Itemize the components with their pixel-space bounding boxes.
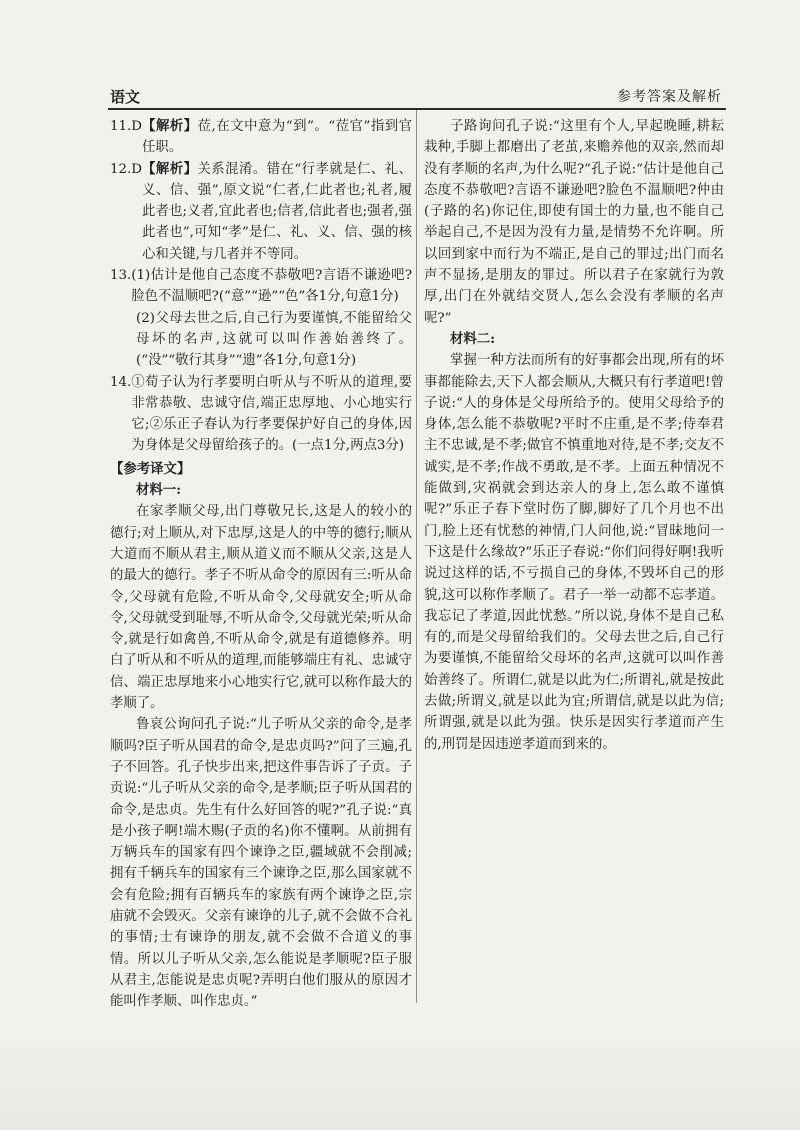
- answer-number: 11.D: [110, 119, 143, 134]
- answer-part-1: (1)估计是他自己态度不恭敬吧?言语不谦逊吧?脸色不温顺吧?(“意”“逊”“色”各1分,句意1分): [131, 268, 412, 305]
- answer-14: [110, 372, 412, 457]
- analysis-tag: 【解析】: [142, 118, 198, 134]
- material2-paragraph: 掌握一种方法而所有的好事都会出现,所有的坏事都能除去,天下人都会顺从,大概只有行孝道吧!曾子说:“人的身体是父母所给予的。使用父母给予的身体,怎么能不恭敬呢?平时不庄重,是不孝;侍奉君主不忠诚,是不孝;做官不慎重地对待,是不孝;交友不诚实,是不孝;作战不勇敢,是不孝。上面五种情况不能做到,灾祸就会到达亲人的身上,怎么敢不谨慎呢?”乐正子春下堂时伤了脚,脚好了几个月也不出门,脸上还有忧愁的神情,门人问他,说:“冒昧地问一下这是什么缘故?”乐正子春说:“你们问得好啊!我听说过这样的话,不亏损自己的身体,不毁坏自己的形貌,这可以称作孝顺了。君子一举一动都不忘孝道。我忘记了孝道,因此忧愁。”所以说,身体不是自己私有的,而是父母留给我们的。父母去世之后,自己行为要谨慎,不能留给父母坏的名声,这就可以叫作善始善终了。所谓仁,就是以此为仁;所谓礼,就是按此去做;所谓义,就是以此为宜;所谓信,就是以此为信;所谓强,就是以此为强。快乐是因实行孝道而产生的,刑罚是因违逆孝道而到来的。: [424, 353, 724, 752]
- material1-paragraph: 子路询问孔子说:“这里有个人,早起晚睡,耕耘栽种,手脚上都磨出了老茧,来赡养他的双亲,然而却没有孝顺的名声,为什么呢?”孔子说:“估计是他自己态度不恭敬吧?言语不谦逊吧?脸色不温顺吧?仲由(子路的名)你记住,即使有国士的力量,也不能自己举起自己,不是因为没有力量,是情势不允许啊。所以回到家中而行为不端正,是自己的罪过;出门而名声不显扬,是朋友的罪过。所以君子在家就行为敦厚,出门在外就结交贤人,怎么会没有孝顺的名声呢?”: [424, 119, 724, 326]
- answer-number: 14.: [110, 374, 132, 390]
- answer-number: 12.D: [110, 161, 143, 177]
- subject-label: 语文: [110, 88, 141, 106]
- answer-text: 莅,在文中意为“到”。“莅官”指到官任职。: [142, 119, 413, 156]
- material1-paragraph: 鲁哀公询问孔子说:“儿子听从父亲的命令,是孝顺吗?臣子听从国君的命令,是忠贞吗?”问了三遍,孔子不回答。孔子快步出来,把这件事告诉了子贡。子贡说:“儿子听从父亲的命令,是孝顺;臣子听从国君的命令,是忠贞。先生有什么好回答的呢?”孔子说:“真是小孩子啊!端木赐(子贡的名)你不懂啊。从前拥有万辆兵车的国家有四个谏诤之臣,疆域就不会削减;拥有千辆兵车的国家有三个谏诤之臣,那么国家就不会有危险;拥有百辆兵车的家族有两个谏诤之臣,宗庙就不会毁灭。父亲有谏诤的儿子,就不会做不合礼的事情;士有谏诤的朋友,就不会做不合道义的事情。所以儿子听从父亲,怎么能说是孝顺呢?臣子服从君主,怎能说是忠贞呢?弄明白他们服从的原因才能叫作孝顺、叫作忠贞。”: [110, 717, 412, 1010]
- page-bottom-margin: [0, 1020, 800, 1130]
- left-column: [110, 116, 412, 1012]
- column-divider: [416, 110, 417, 1003]
- material2-title: 材料二:: [450, 330, 496, 347]
- page-header: [108, 84, 726, 110]
- answer-13: [110, 265, 412, 308]
- answer-text: 关系混淆。错在“行孝就是仁、礼、义、信、强”,原文说“仁者,仁此者也;礼者,履此者也;义者,宜此者也;信者,信此者也;强者,强此者也”,可知“孝”是仁、礼、义、信、强的核心和关键,与几者并不等同。: [142, 161, 412, 262]
- right-column: [424, 116, 724, 755]
- answer-11: [110, 116, 412, 159]
- material1-paragraph: 在家孝顺父母,出门尊敬兄长,这是人的较小的德行;对上顺从,对下忠厚,这是人的中等的德行;顺从大道而不顺从君主,顺从道义而不顺从父亲,这是人的最大的德行。孝子不听从命令的原因有三:听从命令,父母就有危险,不听从命令,父母就安全;听从命令,父母就受到耻辱,不听从命令,父母就光荣;听从命令,就是行如禽兽,不听从命令,就是有道德修养。明白了听从和不听从的道理,而能够端庄有礼、忠诚守信、端正忠厚地来小心地实行它,就可以称作最大的孝顺了。: [110, 504, 412, 712]
- answer-number: 13.: [110, 268, 132, 284]
- answer-text: ①荀子认为行孝要明白听从与不听从的道理,要非常恭敬、忠诚守信,端正忠厚地、小心地实行它;②乐正子春认为行孝要保护好自己的身体,因为身体是父母留给孩子的。(一点1分,两点3分): [131, 374, 412, 454]
- analysis-tag: 【解析】: [142, 160, 198, 177]
- answer-12: [110, 159, 412, 265]
- translation-title: 【参考译文】: [110, 460, 191, 477]
- material1-title: 材料一:: [136, 482, 182, 499]
- section-label: 参考答案及解析: [617, 89, 722, 105]
- answer-part-2: (2)父母去世之后,自己行为要谨慎,不能留给父母坏的名声,这就可以叫作善始善终了。(“没”“敬行其身”“遗”各1分,句意1分): [136, 310, 412, 369]
